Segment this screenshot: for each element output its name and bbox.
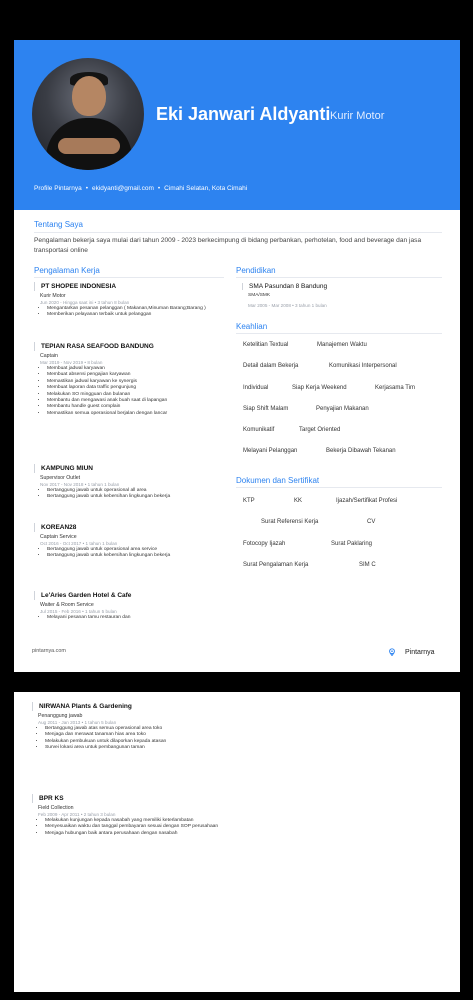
skill-tag: Manajemen Waktu (317, 342, 367, 348)
job-bullet: • Survei lokasi area untuk pembangunan taman (45, 745, 232, 751)
job-position: Kurir Motor (40, 293, 66, 299)
job-position: Waiter & Room Service (40, 602, 94, 608)
job-le-aries (34, 591, 224, 621)
job-bullet: • Menjaga dan merawat tanaman hias area toko (45, 732, 232, 738)
job-dates: Jun 2020 - Hingga saat ini • 3 tahun 8 bulan (40, 300, 130, 305)
skill-tag: Siap Shift Malam (243, 406, 289, 412)
experience-title: Pengalaman Kerja (34, 266, 100, 275)
school-level: SMA/SMK (248, 293, 271, 298)
profile-photo (32, 58, 144, 170)
company-name: KOREAN28 (34, 523, 224, 532)
company-name: BPR KS (32, 794, 232, 803)
skill-tag: Target Oriented (299, 427, 341, 433)
resume-page-2 (14, 692, 460, 992)
job-bullet: • Bertanggung jawab untuk kebersihan lingkungan bekerja (47, 553, 224, 559)
document-tag: KTP (243, 498, 255, 504)
skill-tag: Siap Kerja Weekend (292, 385, 347, 391)
resume-page-1 (14, 40, 460, 672)
job-bullet: • Membantu handle guest complain (47, 404, 224, 410)
document-tag: Surat Paklaring (331, 541, 373, 547)
job-dates: Nov 2017 - Nov 2018 • 1 tahun 1 bulan (40, 482, 120, 487)
job-bullet: • Memastikan jadwal karyawan ke synergis (47, 379, 224, 385)
job-position: Captain Service (40, 534, 77, 540)
job-bullet: • Membantu dan mengawasi anak buah saat di lapangan (47, 398, 224, 404)
job-bpr-ks (32, 794, 232, 837)
job-bullet: • Bertanggung jawab untuk operasional all area (47, 488, 224, 494)
school-name: SMA Pasundan 8 Bandung (242, 283, 327, 290)
documents-title: Dokumen dan Sertifikat (236, 476, 320, 485)
job-position: Supervisor Outlet (40, 475, 81, 481)
skill-tag: Bekerja Dibawah Tekanan (326, 448, 396, 454)
document-tag: CV (367, 519, 376, 525)
company-name: Le'Aries Garden Hotel & Cafe (34, 591, 224, 600)
skills-divider (236, 333, 442, 334)
about-divider (34, 232, 442, 233)
job-dates: Aug 2011 - Jan 2013 • 1 tahun 5 bulan (38, 720, 117, 725)
job-position: Captain (40, 353, 58, 359)
job-dates: Mar 2019 - Nov 2019 • 8 bulan (40, 360, 103, 365)
job-dates: Feb 2009 - Apr 2011 • 2 tahun 3 bulan (38, 812, 116, 817)
email-link[interactable]: ekidyanti@gmail.com (91, 185, 154, 192)
footer-website[interactable]: pintarnya.com (32, 648, 66, 654)
job-position: Field Collection (38, 805, 74, 811)
job-bullet: • Membuat laporan data traffic pengunjung (47, 385, 224, 391)
skill-tag: Komunikasi Interpersonal (329, 363, 397, 369)
experience-divider (34, 277, 224, 278)
footer-brand: Pintarnya (405, 649, 435, 656)
skill-tag: Kerjasama Tim (375, 385, 416, 391)
about-text: Pengalaman bekerja saya mulai dari tahun 2009 - 2023 berkecimpung di bidang perbankan, perhotelan, food and beverage dan jasa transportasi online (34, 237, 422, 254)
company-name: PT SHOPEE INDONESIA (34, 282, 224, 291)
document-tag: Ijazah/Sertifikat Profesi (336, 498, 398, 504)
job-bullet: • Memastikan semua operasional berjalan dengan lancar (47, 411, 224, 417)
job-bullet: • Membuat jadwal karyawan (47, 366, 224, 372)
document-tag: Surat Pengalaman Kerja (243, 562, 309, 568)
job-bullet: • Melayani pesanan tamu restauran dan (47, 615, 224, 621)
skills-title: Keahlian (236, 322, 268, 331)
job-position: Penanggung jawab (38, 713, 83, 719)
job-bullet: • Membuat absensi pengajian karyawan (47, 372, 224, 378)
candidate-role: Kurir Motor (330, 110, 385, 122)
skill-tag: Komunikatif (243, 427, 275, 433)
contact-line: Profile Pintarnya • ekidyanti@gmail.com • Cimahi Selatan, Kota Cimahi (34, 185, 248, 192)
company-name: TEPIAN RASA SEAFOOD BANDUNG (34, 342, 224, 351)
education-title: Pendidikan (236, 266, 276, 275)
skill-tag: Individual (243, 385, 269, 391)
document-tag: KK (294, 498, 303, 504)
job-bullet: • Bertanggung jawab atas semua operasional area toko (45, 726, 232, 732)
job-bullet: • Mengantarkan pesanan pelanggan ( Makanan,Minuman Barang;Barang ) (47, 306, 224, 312)
job-bullet: • Melakukan SO mingguan dan bulanan (47, 392, 224, 398)
school-dates: Mar 2005 - Mar 2008 • 3 tahun 1 bulan (248, 303, 327, 308)
documents-divider (236, 487, 442, 488)
job-bullet: • Bertanggung jawab untuk kebersihan lingkungan bekerja (47, 494, 224, 500)
skill-tag: Detail dalam Bekerja (243, 363, 299, 369)
job-shopee (34, 282, 224, 319)
skill-tag: Penyajian Makanan (316, 406, 369, 412)
company-name: NIRWANA Plants & Gardening (32, 702, 232, 711)
location-pin-icon (388, 648, 396, 656)
profile-link[interactable]: Profile Pintarnya (34, 185, 82, 192)
job-bullet: • Memberikan pelayanan terbaik untuk pelanggan (47, 312, 224, 318)
job-korean28 (34, 523, 224, 560)
document-tag: SIM C (359, 562, 376, 568)
header-banner (14, 40, 460, 210)
job-bullet: • Menyesuaikan waktu dan tanggal pembayaran sesuai dengan SOP perusahaan (45, 824, 232, 830)
location-text: Cimahi Selatan, Kota Cimahi (164, 185, 248, 192)
job-tepian-rasa (34, 342, 224, 417)
job-bullet: • Menjaga hubungan baik antara perusahaan dengan nasabah (45, 831, 232, 837)
about-title: Tentang Saya (34, 220, 83, 229)
job-bullet: • Bertanggung jawab untuk operasional area service (47, 547, 224, 553)
document-tag: Surat Referensi Kerja (261, 519, 319, 525)
education-divider (236, 277, 442, 278)
job-bullet: • Melakukan kunjungan kepada nasabah yang memiliki keterlambatan (45, 818, 232, 824)
skill-tag: Melayani Pelanggan (243, 448, 298, 454)
company-name: KAMPUNG MIUN (34, 464, 224, 473)
document-tag: Fotocopy Ijazah (243, 541, 286, 547)
skill-tag: Ketelitian Textual (243, 342, 289, 348)
job-kampung-miun (34, 464, 224, 501)
candidate-name: Eki Janwari Aldyanti (156, 104, 331, 124)
job-nirwana (32, 702, 232, 752)
job-dates: Oct 2016 - Oct 2017 • 1 tahun 1 bulan (40, 541, 118, 546)
job-dates: Jul 2015 - Feb 2016 • 1 tahun 5 bulan (40, 609, 117, 614)
job-bullet: • Melakukan pembukuan untuk dilaporkan kepada atasan (45, 739, 232, 745)
